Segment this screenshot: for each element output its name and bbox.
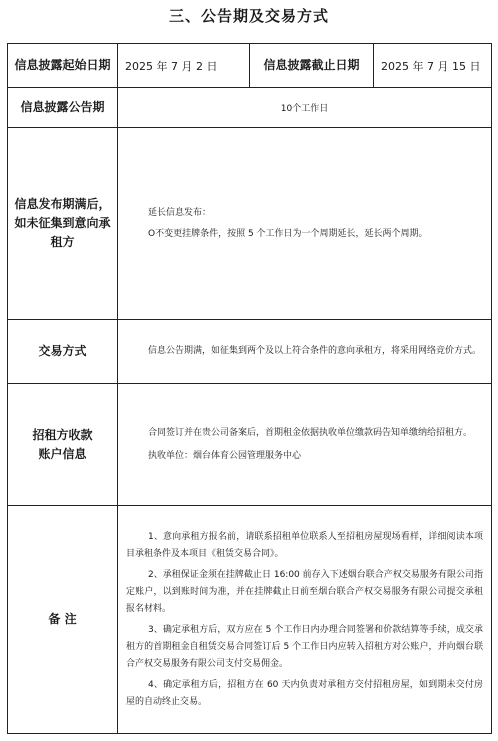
payment-account-label-line1: 招租方收款	[32, 427, 93, 442]
row-no-tenant	[8, 128, 492, 320]
trade-method-content	[118, 320, 492, 384]
trade-method-text: 信息公告期满，如征集到两个及以上符合条件的意向承租方，将采用网络竞价方式。	[148, 346, 482, 356]
disclosure-period-label: 信息披露公告期	[8, 88, 118, 128]
remark-item-1: 1、意向承租方报名前，请联系招租单位联系人至招租房屋现场看样，详细阅读本项目承租条件及本项目《租赁交易合同》。	[126, 531, 483, 559]
start-date-label: 信息披露起始日期	[8, 44, 118, 88]
no-tenant-content	[118, 128, 492, 320]
info-table	[7, 43, 492, 734]
disclosure-period-value: 10个工作日	[118, 88, 492, 128]
end-date-value: 2025 年 7 月 15 日	[374, 44, 492, 88]
row-disclosure-period	[8, 88, 492, 128]
remark-item-2: 2、承租保证金须在挂牌截止日 16:00 前存入下述烟台联合产权交易服务有限公司指定账户，以到账时间为准，并在挂牌截止日前至烟台联合产权交易服务有限公司提交承租报名材料。	[126, 569, 483, 614]
payment-account-label	[8, 384, 118, 506]
row-trade-method	[8, 320, 492, 384]
start-date-value: 2025 年 7 月 2 日	[118, 44, 250, 88]
payment-account-label-line2: 账户信息	[38, 446, 87, 461]
remark-item-4: 4、确定承租方后，招租方在 60 天内负责对承租方交付招租房屋，如到期未交付房屋的自动终止交易。	[126, 679, 483, 707]
row-remarks	[8, 506, 492, 734]
extension-heading: 延长信息发布：	[148, 207, 212, 218]
row-payment-account	[8, 384, 492, 506]
remark-item-3: 3、确定承租方后，双方应在 5 个工作日内办理合同签署和价款结算等手续，成交承租方的首期租金自租赁交易合同签订后 5 个工作日内应转入招租方对公账户，并向烟台联合产权交易服务有限公司支付交易佣金。	[126, 624, 483, 669]
payment-account-content	[118, 384, 492, 506]
remarks-label: 备 注	[8, 506, 118, 734]
row-disclosure-dates	[8, 44, 492, 88]
remarks-content	[118, 506, 492, 734]
extension-option: O不变更挂牌条件，按照 5 个工作日为一个周期延长，延长两个周期。	[148, 228, 428, 239]
trade-method-label: 交易方式	[8, 320, 118, 384]
end-date-label: 信息披露截止日期	[250, 44, 374, 88]
collecting-unit: 执收单位：烟台体育公园管理服务中心	[148, 450, 302, 461]
section-title: 三、公告期及交易方式	[168, 7, 329, 25]
no-tenant-label: 信息发布期满后，如未征集到意向承租方	[8, 128, 118, 320]
payment-instruction: 合同签订并在贵公司备案后，首期租金依据执收单位缴款码告知单缴纳给招租方。	[148, 427, 473, 438]
